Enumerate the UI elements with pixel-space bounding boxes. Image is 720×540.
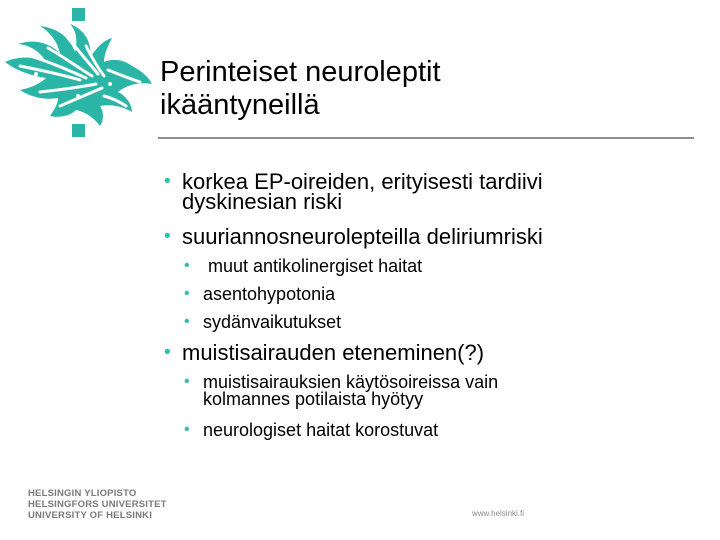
university-wordmark: [28, 488, 167, 521]
sub-bullet-dot: •: [184, 285, 190, 302]
bullet-2-line-1: suuriannosneurolepteilla deliriumriski: [182, 224, 543, 249]
sub-bullet-dot: •: [184, 421, 190, 438]
sub-bullet-3-2: [184, 420, 684, 440]
bullet-1-line-2: dyskinesian riski: [182, 189, 343, 214]
sub-bullet-2-1-text: muut antikolinergiset haitat: [208, 256, 423, 276]
wordmark-line-2: HELSINGFORS UNIVERSITET: [28, 499, 167, 510]
wordmark-line-3: UNIVERSITY OF HELSINKI: [28, 510, 153, 521]
sub-bullet-2-3-text: sydänvaikutukset: [203, 312, 342, 332]
sub-bullet-3-1-line-1: muistisairauksien käytösoireissa vain: [203, 372, 499, 392]
sub-bullet-3-1-line-2: kolmannes potilaista hyötyy: [203, 389, 424, 409]
sub-bullet-3-2-text: neurologiset haitat korostuvat: [203, 420, 439, 440]
sub-bullet-3-1: [184, 372, 684, 409]
bullet-dot: •: [164, 342, 171, 363]
title-line-2: ikääntyneillä: [160, 89, 320, 121]
bullet-dot: •: [164, 171, 171, 192]
bullet-1: [164, 170, 684, 213]
bullet-dot: •: [164, 226, 171, 247]
sub-bullet-2-1: [184, 256, 684, 276]
sub-bullet-dot: •: [184, 313, 190, 330]
sub-bullet-2-2-text: asentohypotonia: [203, 284, 336, 304]
sub-bullet-dot: •: [184, 373, 190, 390]
bullet-2: [164, 225, 684, 248]
bullet-1-line-1: korkea EP-oireiden, erityisesti tardiivi: [182, 169, 543, 194]
sub-bullet-2-3: [184, 312, 684, 332]
title-line-1: Perinteiset neuroleptit: [160, 56, 441, 88]
sub-bullet-2-2: [184, 284, 684, 304]
bullet-3: [164, 341, 684, 364]
footer-url: www.helsinki.fi: [472, 509, 525, 518]
wordmark-line-1: HELSINGIN YLIOPISTO: [28, 488, 137, 499]
bullet-3-line-1: muistisairauden eteneminen(?): [182, 340, 485, 365]
sub-bullet-dot: •: [184, 257, 190, 274]
